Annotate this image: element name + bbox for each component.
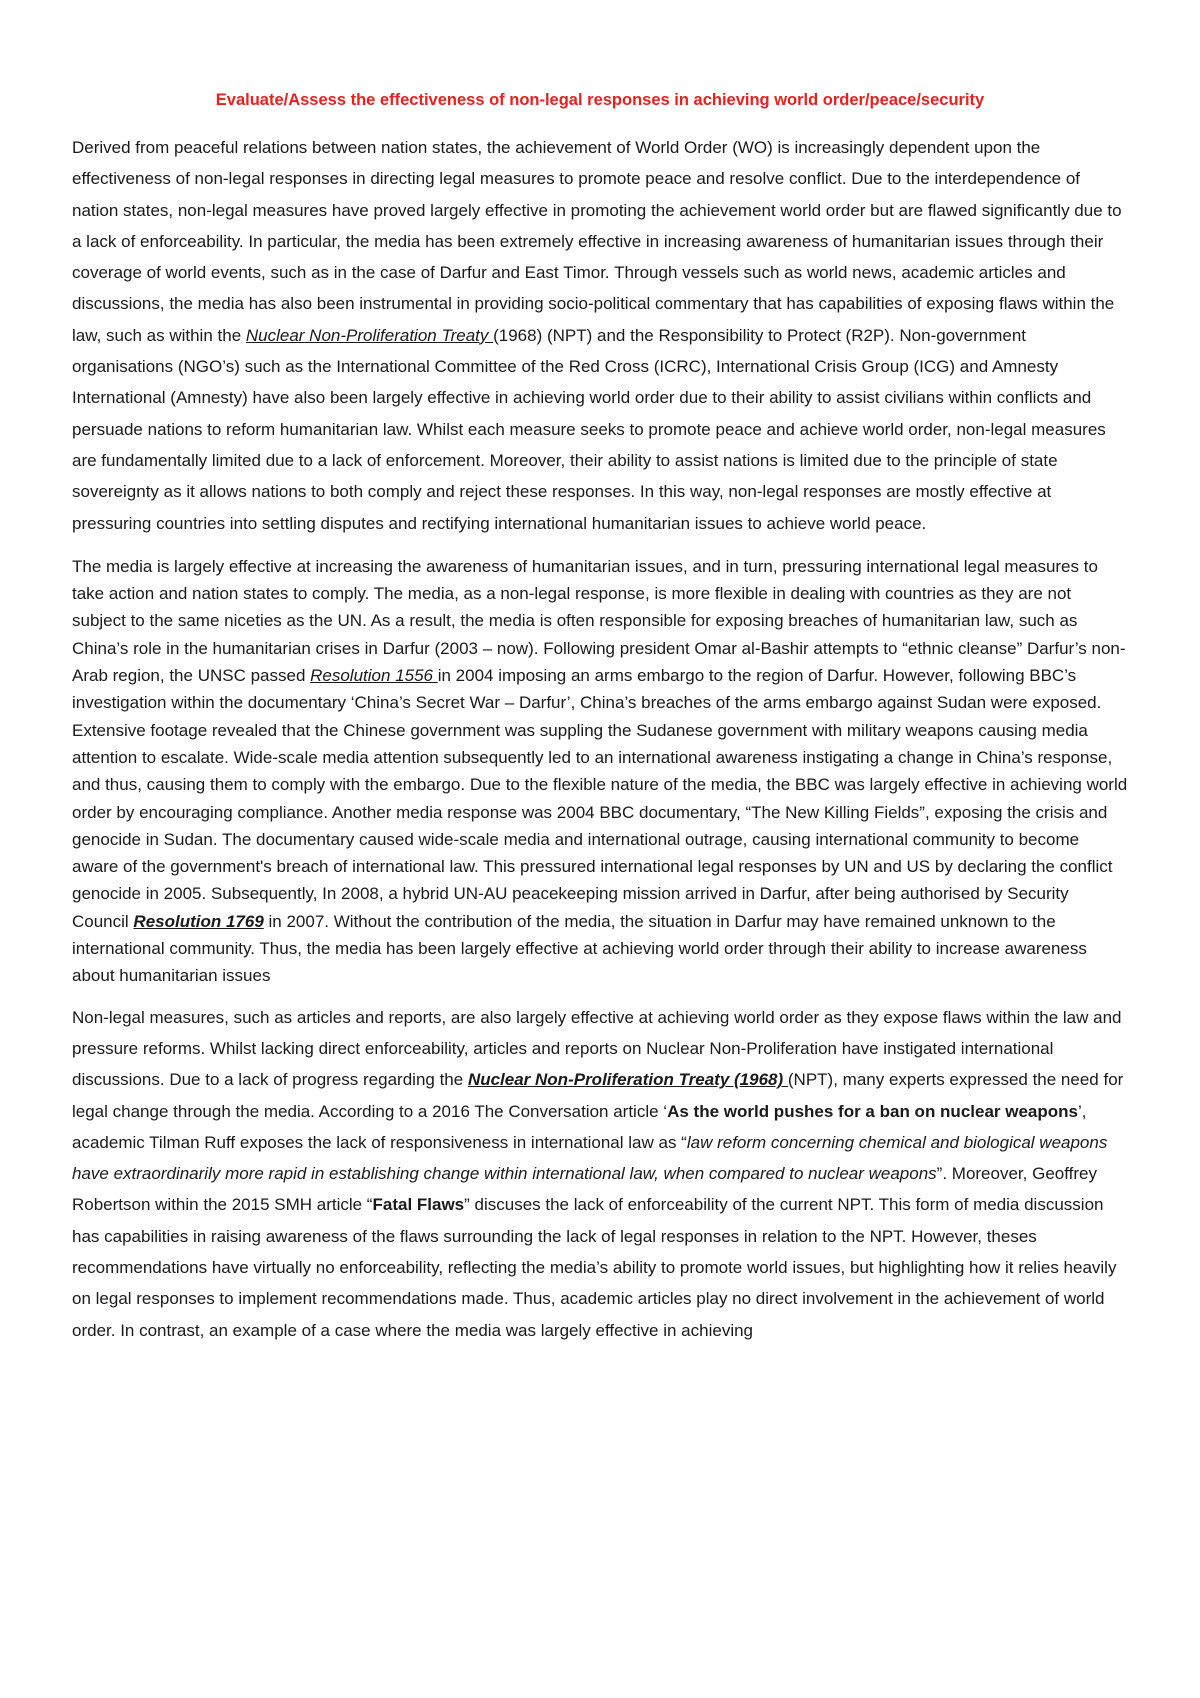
document-title: Evaluate/Assess the effectiveness of non-legal responses in achieving world order/peace/security	[215, 91, 985, 109]
conversation-article-title: As the world pushes for a ban on nuclear weapons	[667, 1101, 1078, 1121]
intro-paragraph	[72, 132, 1128, 539]
articles-text-3: ’, academic Tilman Ruff exposes the lack of responsiveness in international law as “	[72, 1101, 1087, 1152]
articles-paragraph	[72, 1002, 1128, 1346]
ruff-quote: law reform concerning chemical and biological weapons have extraordinarily more rapid in establishing change within international law, when compared to nuclear weapons	[72, 1132, 1108, 1184]
intro-text-1: Derived from peaceful relations between nation states, the achievement of World Order (WO) is increasingly dependent upon the effectiveness of non-legal responses in directing legal measures to promote peace and resolve conflict. Due to the interdependence of nation states, non-legal measures have proved largely effective in promoting the achievement world order but are flawed significantly due to a lack of enforceability. In particular, the media has been extremely effective in increasing awareness of humanitarian issues through their coverage of world events, such as in the case of Darfur and East Timor. Through vessels such as world news, academic articles and discussions, the media has also been instrumental in providing socio-political commentary that has capabilities of exposing flaws within the law, such as within the	[72, 138, 1122, 345]
intro-text-2: (1968) (NPT) and the Responsibility to Protect (R2P). Non-government organisations (NGO’s) such as the International Committee of the Red Cross (ICRC), International Crisis Group (ICG) and Amnesty International (Amnesty) have also been largely effective in achieving world order due to their ability to assist civilians within conflicts and persuade nations to reform humanitarian law. Whilst each measure seeks to promote peace and achieve world order, non-legal measures are fundamentally limited due to a lack of enforcement. Moreover, their ability to assist nations is limited due to the principle of state sovereignty as it allows nations to both comply and reject these responses. In this way, non-legal responses are mostly effective at pressuring countries into settling disputes and rectifying international humanitarian issues to achieve world peace.	[72, 325, 1106, 533]
media-text-3: in 2007. Without the contribution of the media, the situation in Darfur may have remained unknown to the international community. Thus, the media has been largely effective at achieving world order through their ability to increase awareness about humanitarian issues	[72, 911, 1087, 986]
media-text-1: The media is largely effective at increasing the awareness of humanitarian issues, and in turn, pressuring international legal measures to take action and nation states to comply. The media, as a non-legal response, is more flexible in dealing with countries as they are not subject to the same niceties as the UN. As a result, the media is often responsible for exposing breaches of humanitarian law, such as China’s role in the humanitarian crises in Darfur (2003 – now). Following president Omar al-Bashir attempts to “ethnic cleanse” Darfur’s non-Arab region, the UNSC passed	[72, 556, 1126, 686]
resolution-1769-reference: Resolution 1769	[133, 911, 264, 931]
articles-text-2: (NPT), many experts expressed the need for legal change through the media. According to a 2016 The Conversation article ‘	[72, 1070, 1124, 1121]
media-text-2: in 2004 imposing an arms embargo to the region of Darfur. However, following BBC’s investigation within the documentary ‘China’s Secret War – Darfur’, China’s breaches of the arms embargo against Sudan were exposed. Extensive footage revealed that the Chinese government was suppling the Sudanese government with military weapons causing media attention to escalate. Wide-scale media attention subsequently led to an international awareness instigating a change in China’s response, and thus, causing them to comply with the embargo. Due to the flexible nature of the media, the BBC was largely effective in achieving world order by encouraging compliance. Another media response was 2004 BBC documentary, “The New Killing Fields”, exposing the crisis and genocide in Sudan. The documentary caused wide-scale media and international outrage, causing international community to become aware of the government's breach of international law. This pressured international legal responses by UN and US by declaring the conflict genocide in 2005. Subsequently, In 2008, a hybrid UN-AU peacekeeping mission arrived in Darfur, after being authorised by Security Council	[72, 666, 1128, 931]
articles-text-1: Non-legal measures, such as articles and reports, are also largely effective at achieving world order as they expose flaws within the law and pressure reforms. Whilst lacking direct enforceability, articles and reports on Nuclear Non-Proliferation have instigated international discussions. Due to a lack of progress regarding the	[72, 1007, 1122, 1090]
document-page	[72, 88, 1128, 1360]
media-paragraph	[72, 553, 1128, 990]
resolution-1556-reference: Resolution 1556	[310, 666, 438, 686]
npt-reference: Nuclear Non-Proliferation Treaty	[245, 325, 494, 345]
npt-1968-reference: Nuclear Non-Proliferation Treaty (1968)	[467, 1070, 788, 1090]
smh-article-title: Fatal Flaws	[372, 1195, 465, 1215]
articles-text-5: ” discuses the lack of enforceability of the current NPT. This form of media discussion has capabilities in raising awareness of the flaws surrounding the lack of legal responses in relation to the NPT. However, theses recommendations have virtually no enforceability, reflecting the media’s ability to promote world issues, but highlighting how it relies heavily on legal responses to implement recommendations made. Thus, academic articles play no direct involvement in the achievement of world order. In contrast, an example of a case where the media was largely effective in achieving	[72, 1195, 1117, 1340]
articles-text-4: ”. Moreover, Geoffrey Robertson within the 2015 SMH article “	[72, 1164, 1097, 1215]
